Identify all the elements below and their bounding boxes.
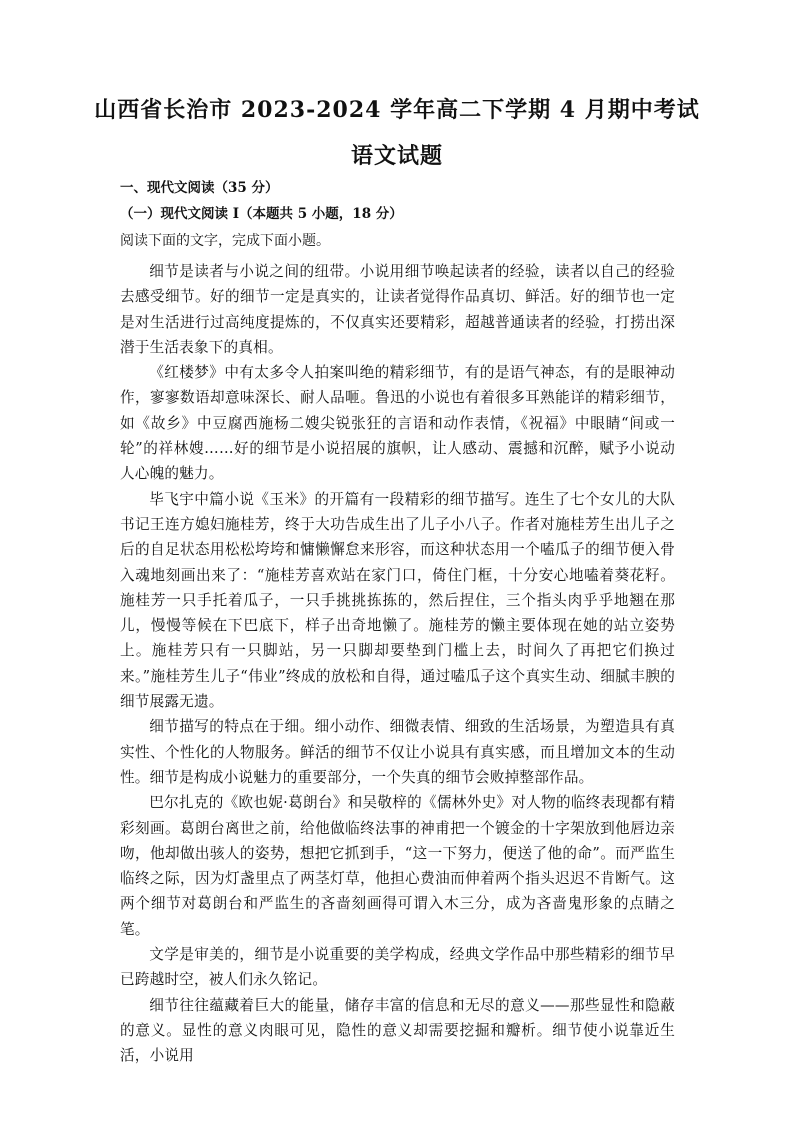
exam-subject-title: 语文试题 [350, 143, 443, 169]
subsection-heading: （一）现代文阅读 I（本题共 5 小题，18 分） [120, 206, 403, 222]
reading-instruction: 阅读下面的文字，完成下面小题。 [120, 233, 330, 249]
passage-paragraph: 细节描写的特点在于细。细小动作、细微表情、细致的生活场景，为塑造具有真实性、个性化的人物服务。鲜活的细节不仅让小说具有真实感，而且增加文本的生动性。细节是构成小说魅力的重要部分，一个失真的细节会败掉整部作品。 [120, 718, 675, 786]
passage-paragraph: 巴尔扎克的《欧也妮·葛朗台》和吴敬梓的《儒林外史》对人物的临终表现都有精彩刻画。葛朗台离世之前，给他做临终法事的神甫把一个镀金的十字架放到他唇边亲吻，他却做出骇人的姿势，想把它抓到手，“这一下努力，便送了他的命”。而严监生临终之际，因为灯盏里点了两茎灯草，他担心费油而伸着两个指头迟迟不肯断气。这两个细节对葛朗台和严监生的吝啬刻画得可谓入木三分，成为吝啬鬼形象的点睛之笔。 [120, 794, 675, 938]
passage-paragraph: 细节是读者与小说之间的纽带。小说用细节唤起读者的经验，读者以自己的经验去感受细节。好的细节一定是真实的，让读者觉得作品真切、鲜活。好的细节也一定是对生活进行过高纯度提炼的，不仅真实还要精彩，超越普通读者的经验，打捞出深潜于生活表象下的真相。 [120, 263, 675, 356]
passage-paragraph: 《红楼梦》中有太多令人拍案叫绝的精彩细节，有的是语气神态，有的是眼神动作，寥寥数语却意味深长、耐人品咂。鲁迅的小说也有着很多耳熟能详的精彩细节，如《故乡》中豆腐西施杨二嫂尖锐张狂的言语和动作表情，《祝福》中眼睛“间或一轮”的祥林嫂……好的细节是小说招展的旗帜，让人感动、震撼和沉醉，赋予小说动人心魄的魅力。 [120, 364, 675, 483]
passage-paragraph: 文学是审美的，细节是小说重要的美学构成，经典文学作品中那些精彩的细节早已跨越时空，被人们永久铭记。 [120, 946, 675, 989]
passage-paragraph: 毕飞宇中篇小说《玉米》的开篇有一段精彩的细节描写。连生了七个女儿的大队书记王连方媳妇施桂芳，终于大功告成生出了儿子小八子。作者对施桂芳生出儿子之后的自足状态用松松垮垮和慵懒懈怠来形容，而这种状态用一个嗑瓜子的细节便入骨入魂地刻画出来了：“施桂芳喜欢站在家门口，倚住门框，十分安心地嗑着葵花籽。施桂芳一只手托着瓜子，一只手挑挑拣拣的，然后捏住，三个指头肉乎乎地翘在那儿，慢慢等候在下巴底下，样子出奇地懒了。施桂芳的懒主要体现在她的站立姿势上。施桂芳只有一只脚站，另一只脚却要垫到门槛上去，时间久了再把它们换过来。”施桂芳生儿子“伟业”终成的放松和自得，通过嗑瓜子这个真实生动、细腻丰腴的细节展露无遗。 [120, 490, 675, 711]
section-heading: 一、现代文阅读（35 分） [120, 180, 279, 196]
passage-paragraph: 细节往往蕴藏着巨大的能量，储存丰富的信息和无尽的意义——那些显性和隐蔽的意义。显性的意义肉眼可见，隐性的意义却需要挖掘和瓣析。细节使小说靠近生活，小说用 [120, 996, 675, 1065]
reading-passage [120, 259, 675, 1069]
exam-title: 山西省长治市 2023-2024 学年高二下学期 4 月期中考试 [94, 97, 700, 123]
